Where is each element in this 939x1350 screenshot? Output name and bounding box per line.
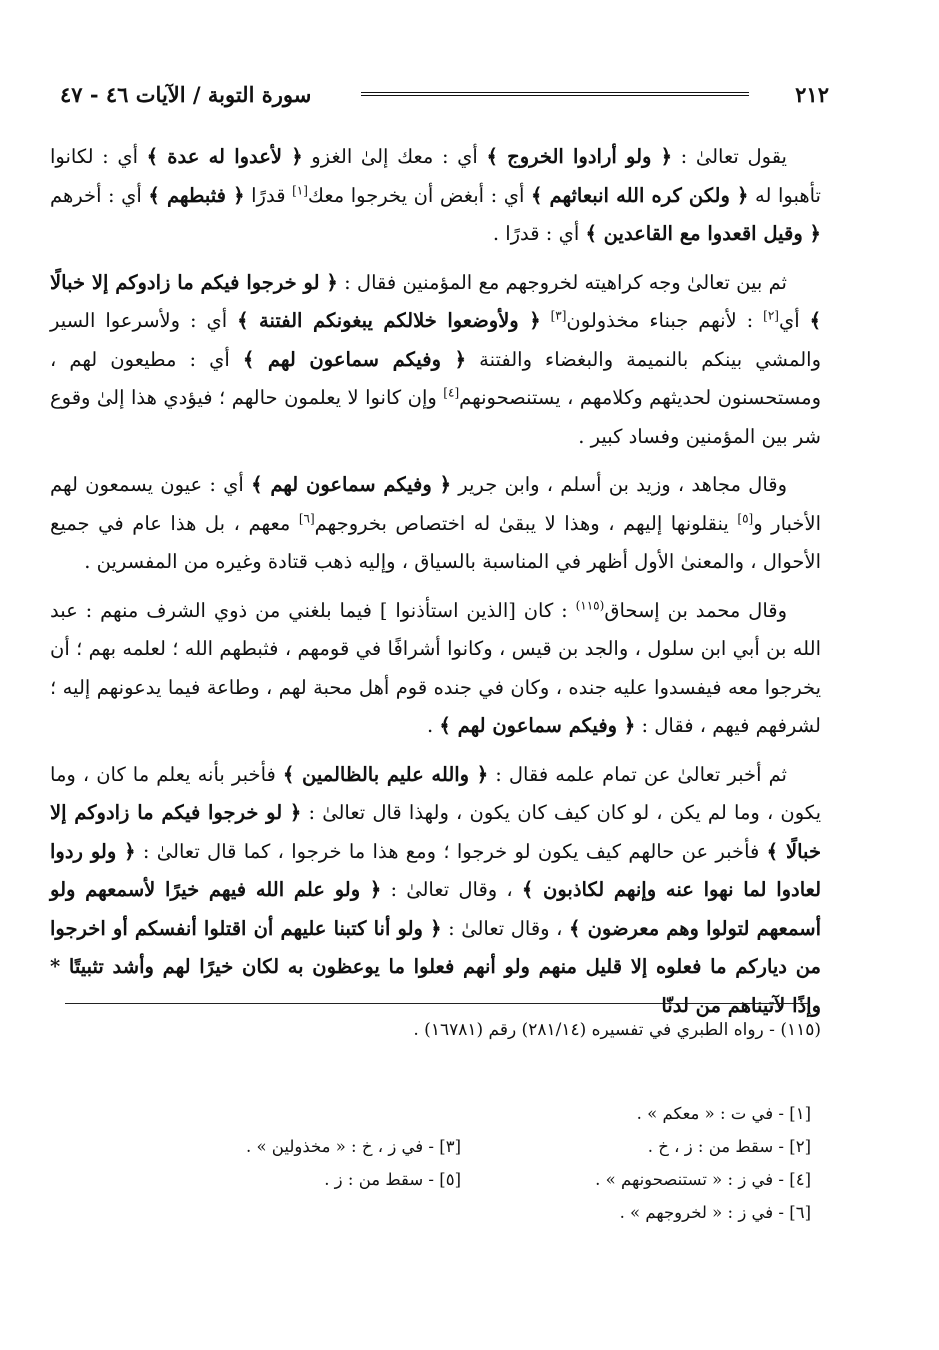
apparatus-note: [٤] - في ز : « تستنصحونهم » . [595,1170,811,1189]
text-run: ثم بين تعالىٰ وجه كراهيته لخروجهم مع المؤمنين فقال : [337,270,787,294]
critical-apparatus [111,1097,811,1229]
text-run: ، وقال تعالىٰ : [441,916,570,940]
quran-quote: ﴿ وقيل اقعدوا مع القاعدين ﴾ [585,222,821,245]
quran-quote: ﴿ ولو ردوا لعادوا لما نهوا عنه وإنهم لكاذبون ﴾ [50,839,822,901]
quran-quote: ﴿ فثبطهم ﴾ [148,183,245,207]
text-run: : لأنهم جبناء مخذولون [566,309,764,332]
footnote-marker: [٣] [550,308,567,323]
paragraph [50,466,821,582]
footnote-separator [65,1003,810,1004]
apparatus-note: [٥] - سقط من : ز . [324,1170,461,1189]
quran-quote: ﴿ والله عليم بالظالمين ﴾ [282,762,489,786]
header-rule [361,92,749,96]
text-run: أي : قدرًا . [492,222,586,245]
footnote-marker: [١] [292,183,308,197]
text-run: قدرًا [244,183,293,207]
text-run: أي : معك إلىٰ الغزو [302,145,487,168]
text-run: وقال محمد بن إسحاق [604,598,788,622]
quran-quote: ﴿ وفيكم سماعون لهم ﴾ [251,473,452,496]
apparatus-note: [١] - في ت : « معكم » . [636,1104,811,1123]
text-run [541,309,551,332]
text-run: أي : ولأسرعوا السير والمشي بينكم بالنميمة والبغضاء والفتنة [50,309,821,371]
text-run: معهم ، بل هذا عام في جميع الأحوال ، والمعنىٰ الأول أظهر في المناسبة بالسياق ، وإليه ذهب قتادة وغيره من المفسرين . [50,511,821,573]
quran-quote: ﴿ وفيكم سماعون لهم ﴾ [439,714,636,737]
hadith-footnote: (١١٥) - رواه الطبري في تفسيره (٢٨١/١٤) رقم (١٦٧٨١) . [413,1020,821,1040]
paragraph [50,592,821,746]
text-run: ثم أخبر تعالىٰ عن تمام علمه فقال : [488,762,787,786]
quran-quote: ﴿ ولو أنا كتبنا عليهم أن اقتلوا أنفسكم أو اخرجوا من دياركم ما فعلوه إلا قليل منهم ولو أنهم فعلوا ما يوعظون به لكان خيرًا لهم وأشد تثبيتًا * وإذًا لآتيناهم من لدنّا [50,916,821,1017]
apparatus-note: [٢] - سقط من : ز ، خ . [647,1137,811,1156]
text-run: ، وقال تعالىٰ : [381,878,522,901]
page-number: ٢١٢ [795,81,829,107]
quran-quote: ﴿ ولو علم الله فيهم خيرًا لأسمعهم ولو أسمعهم لتولوا وهم معرضون ﴾ [50,878,821,940]
apparatus-note: [٣] - في ز ، خ : « مخذولين » . [245,1137,461,1156]
paragraph [50,756,821,1026]
text-run: . [427,714,440,737]
text-run: فأخبر بأنه يعلم ما كان ، وما يكون ، وما لم يكن ، لو كان كيف كان يكون ، ولهذا قال تعالىٰ : [50,762,821,824]
footnote-marker: [٤] [443,385,460,400]
page-header [60,74,829,114]
quran-quote: ﴿ ولو أرادوا الخروج ﴾ [486,145,673,168]
apparatus-note [111,1196,461,1229]
quran-quote: ﴿ لو خرجوا فيكم ما زادوكم إلا خبالًا ﴾ [50,270,821,332]
text-run: أي : عيون يسمعون لهم الأخبار و [50,473,822,535]
quran-quote: ﴿ لأعدوا له عدة ﴾ [146,145,303,168]
apparatus-row [111,1097,811,1130]
text-run: وإن كانوا لا يعلمون حالهم ؛ فيؤدي هذا إلىٰ وقوع شر بين المؤمنين وفساد كبير . [50,386,821,448]
text-run: أي : أبغض أن يخرجوا معك [307,183,531,207]
text-run: أي : لكانوا تأهبوا له [50,145,821,207]
text-run: أي : مطيعون لهم ، ومستحسنون لحديثهم وكلامهم ، يستنصحونهم [50,347,822,409]
footnote-marker: [٦] [298,511,315,525]
text-run: ينقلونها إليهم ، وهذا لا يبقىٰ له اختصاص بخروجهم [314,511,738,535]
text-run: أي [778,309,810,332]
text-run: أي : أخرهم [50,183,149,207]
apparatus-row [111,1196,811,1229]
apparatus-row [111,1130,811,1163]
footnote-marker: (١١٥) [575,598,605,612]
footnote-marker: [٢] [763,308,779,323]
running-title: سورة التوبة / الآيات ٤٦ - ٤٧ [60,81,312,107]
footnote-marker: [٥] [737,511,754,525]
apparatus-note: [٦] - في ز : « لخروجهم » . [619,1203,811,1222]
body-text [50,138,821,1035]
text-run: وقال مجاهد ، وزيد بن أسلم ، وابن جرير [451,473,787,496]
text-run: فأخبر عن حالهم كيف يكون لو خرجوا ؛ ومع هذا ما خرجوا ، كما قال تعالىٰ : [135,839,767,863]
quran-quote: ﴿ وفيكم سماعون لهم ﴾ [242,347,467,371]
text-run: يقول تعالىٰ : [672,145,787,168]
paragraph [50,138,821,254]
apparatus-note [111,1097,461,1130]
apparatus-row [111,1163,811,1196]
text-run: : كان [الذين استأذنوا ] فيما بلغني من ذوي الشرف منهم : عبد الله بن أبي ابن سلول ، والجد بن قيس ، وكانوا أشرافًا في قومهم ، فثبطهم الله ؛ لعلمه بهم ؛ أن يخرجوا معه فيفسدوا عليه جنده ، وكان في جنده قوم أهل محبة لهم ، وطاعة فيما يدعونهم إليه ؛ لشرفهم فيهم ، فقال : [50,598,821,737]
paragraph [50,264,821,457]
quran-quote: ﴿ ولأوضعوا خلالكم يبغونكم الفتنة ﴾ [237,309,541,332]
quran-quote: ﴿ ولكن كره الله انبعاثهم ﴾ [530,183,749,207]
quran-quote: ﴿ لو خرجوا فيكم ما زادوكم إلا خبالًا ﴾ [50,801,821,863]
